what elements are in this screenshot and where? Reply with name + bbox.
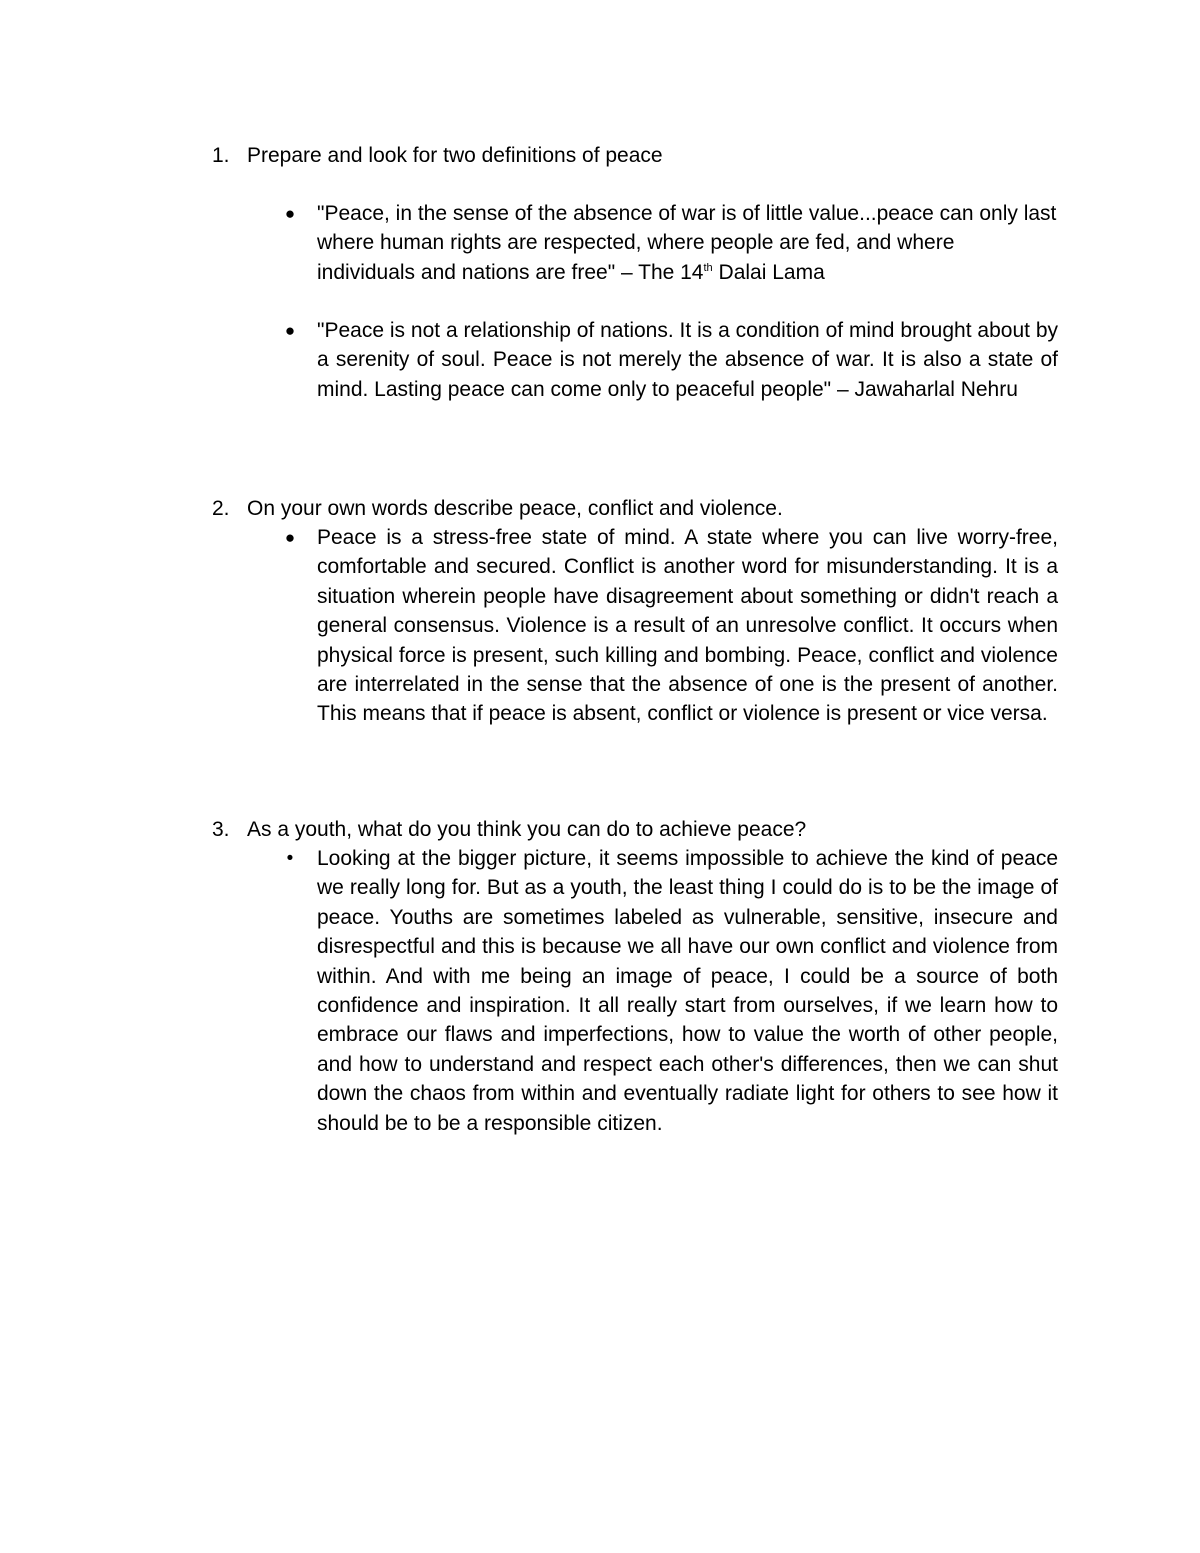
list-item	[280, 844, 1058, 1138]
question-number: 1.	[212, 144, 230, 167]
question-3	[212, 815, 806, 845]
bullet-icon: •	[286, 848, 294, 869]
answer-youth-peace: Looking at the bigger picture, it seems impossible to achieve the kind of peace we really long for. But as a youth, the least thing I could do is to be the image of peace. Youths are sometimes labeled as vulnerable, sensitive, insecure and disrespectful and this is because we all have our own conflict and violence from within. And with me being an image of peace, I could be a source of both confidence and inspiration. It all really start from ourselves, if we learn how to embrace our flaws and imperfections, how to value the worth of other people, and how to understand and respect each other's differences, then we can shut down the chaos from within and eventually radiate light for others to see how it should be to be a responsible citizen.	[317, 847, 1058, 1135]
question-number: 2.	[212, 497, 230, 520]
question-text: Prepare and look for two definitions of peace	[247, 144, 663, 167]
superscript-th: th	[703, 261, 713, 274]
bullet-icon: ●	[284, 204, 296, 223]
question-text: On your own words describe peace, conflict and violence.	[247, 497, 783, 520]
bullet-icon: ●	[284, 528, 296, 547]
question-number: 3.	[212, 818, 230, 841]
definition-quote-nehru: "Peace is not a relationship of nations. It is a condition of mind brought about by a serenity of soul. Peace is not merely the absence of war. It is also a state of mind. Lasting peace can come only to peaceful people" – Jawaharlal Nehru	[317, 319, 1058, 401]
answer-peace-conflict-violence: Peace is a stress-free state of mind. A state where you can live worry-free, comfortable and secured. Conflict is another word for misunderstanding. It is a situation wherein people have disagreement about something or didn't reach a general consensus. Violence is a result of an unresolve conflict. It occurs when physical force is present, such killing and bombing. Peace, conflict and violence are interrelated in the sense that the absence of one is the present of another. This means that if peace is absent, conflict or violence is present or vice versa.	[317, 526, 1058, 726]
definition-quote-dalai-lama: "Peace, in the sense of the absence of war is of little value...peace can only last where human rights are respected, where people are fed, and where individuals and nations are free" – The 14th Dalai Lama	[317, 202, 1057, 284]
question-text: As a youth, what do you think you can do to achieve peace?	[247, 818, 807, 841]
bullet-icon: ●	[284, 321, 296, 340]
question-2	[212, 494, 783, 524]
list-item	[280, 523, 1058, 729]
list-item	[280, 316, 1058, 404]
question-1	[212, 141, 663, 171]
list-item	[280, 199, 1058, 287]
